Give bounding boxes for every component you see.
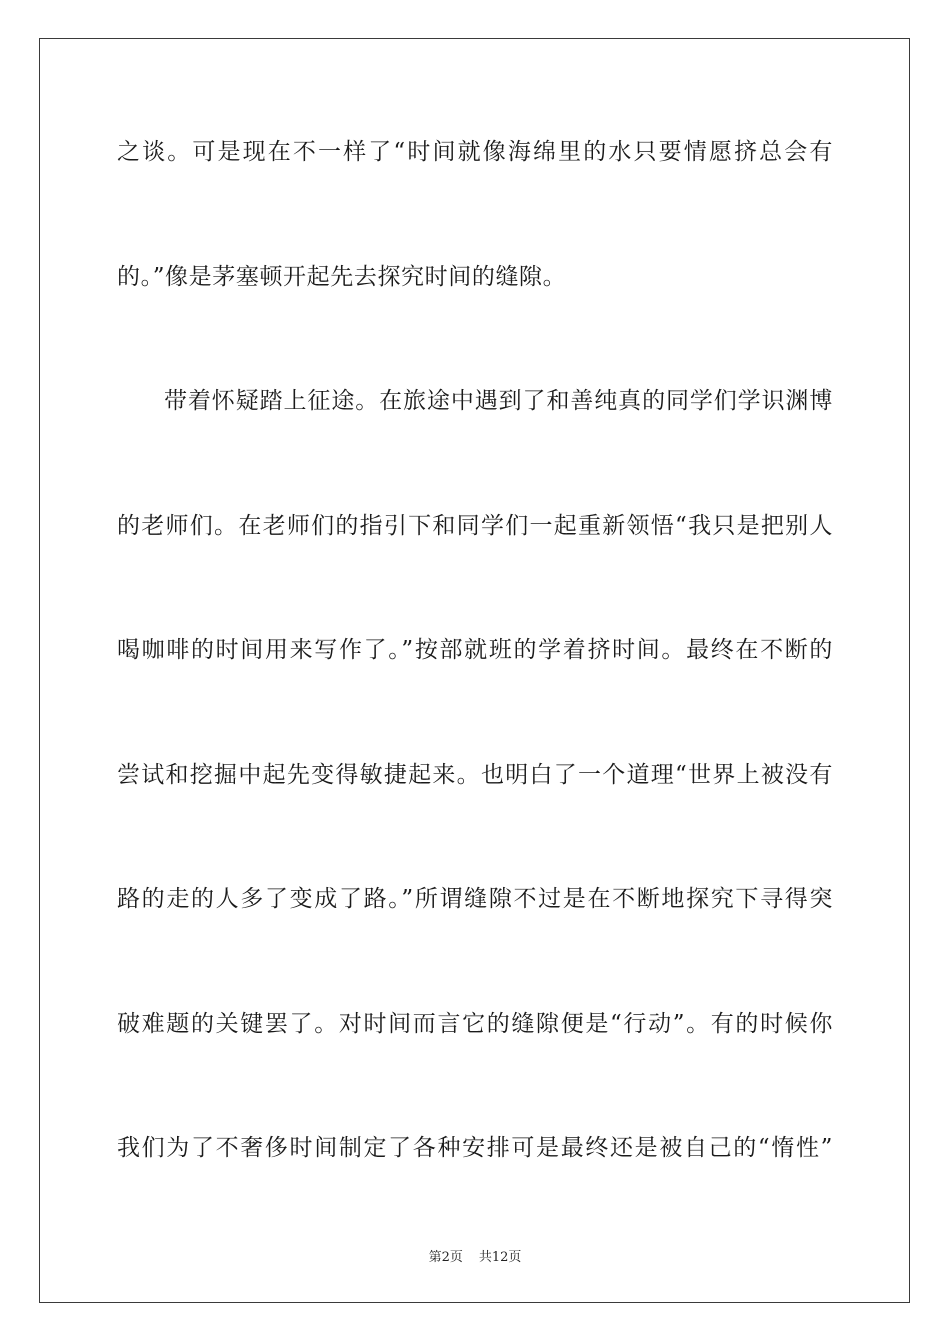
body-line-3: 带着怀疑踏上征途。在旅途中遇到了和善纯真的同学们学识渊博 <box>164 388 833 414</box>
body-line-1: 之谈。可是现在不一样了“时间就像海绵里的水只要情愿挤总会有 <box>117 139 833 165</box>
body-line-2: 的。”像是茅塞顿开起先去探究时间的缝隙。 <box>117 264 567 290</box>
body-line-4: 的老师们。在老师们的指引下和同学们一起重新领悟“我只是把别人 <box>117 513 833 539</box>
body-line-9: 我们为了不奢侈时间制定了各种安排可是最终还是被自己的“惰性” <box>117 1135 833 1161</box>
body-line-6: 尝试和挖掘中起先变得敏捷起来。也明白了一个道理“世界上被没有 <box>117 762 833 788</box>
body-line-5: 喝咖啡的时间用来写作了。”按部就班的学着挤时间。最终在不断的 <box>117 637 833 663</box>
page-border <box>39 38 910 1303</box>
body-line-7: 路的走的人多了变成了路。”所谓缝隙不过是在不断地探究下寻得突 <box>117 886 833 912</box>
page-number: 第2页 <box>428 1250 463 1265</box>
page-total: 共12页 <box>478 1250 522 1265</box>
body-line-8: 破难题的关键罢了。对时间而言它的缝隙便是“行动”。有的时候你 <box>117 1011 833 1037</box>
page-footer <box>0 1246 950 1265</box>
